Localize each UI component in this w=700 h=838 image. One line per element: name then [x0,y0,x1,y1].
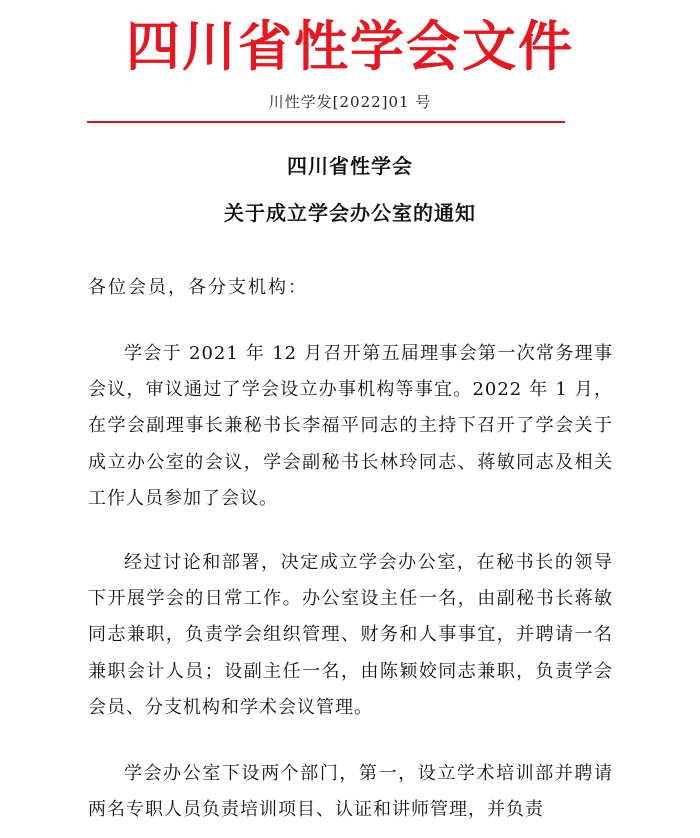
body-paragraph: 经过讨论和部署，决定成立学会办公室，在秘书长的领导下开展学会的日常工作。办公室设主任一名，由副秘书长蒋敏同志兼职，负责学会组织管理、财务和人事事宜，并聘请一名兼职会计人员；设副主任一名，由陈颖姣同志兼职，负责学会会员、分支机构和学术会议管理。 [88,552,613,718]
body-paragraph: 学会于 2021 年 12 月召开第五届理事会第一次常务理事会议，审议通过了学会设立办事机构等事宜。2022 年 1 月，在学会副理事长兼秘书长李福平同志的主持下召开了学会关于成立办公室的会议，学会副秘书长林玲同志、蒋敏同志及相关工作人员参加了会议。 [88,343,613,509]
document-number: 川性学发[2022]01 号 [268,93,432,111]
header-divider [87,121,565,123]
salutation: 各位会员，各分支机构： [88,277,308,298]
notice-title-line-1: 四川省性学会 [287,154,413,178]
body-paragraph: 学会办公室下设两个部门，第一，设立学术培训部并聘请两名专职人员负责培训项目、认证和讲师管理，并负责 [88,763,613,821]
notice-title-line-2: 关于成立学会办公室的通知 [224,201,476,225]
document-header-title: 四川省性学会文件 [126,15,574,78]
